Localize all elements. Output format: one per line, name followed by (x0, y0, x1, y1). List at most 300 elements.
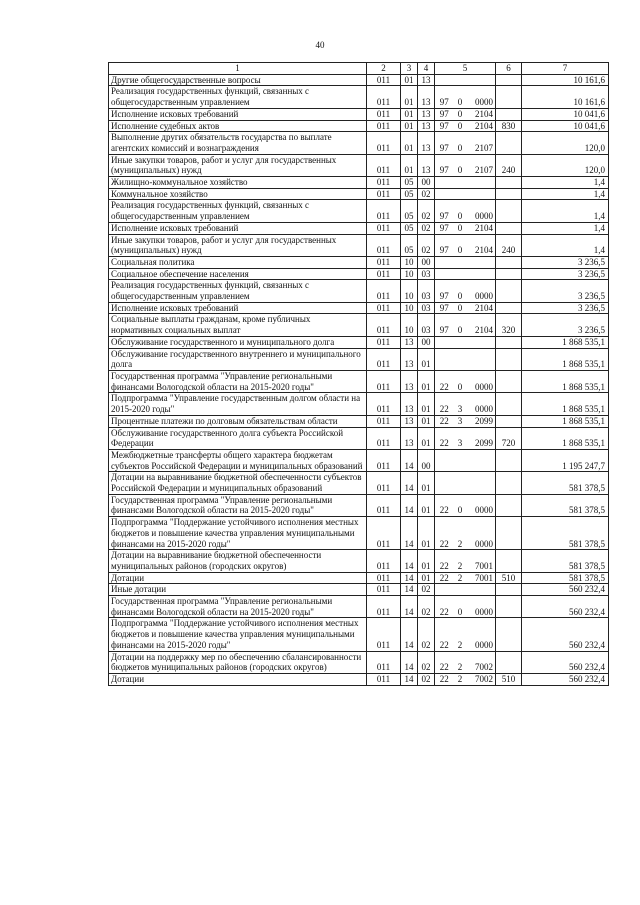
table-row (109, 415, 609, 427)
program-code-cell: 22 (435, 596, 454, 618)
subsection-code-cell: 01 (418, 348, 435, 370)
row-name-cell: Дотации (109, 673, 367, 685)
amount-cell: 3 236,5 (522, 280, 609, 302)
subsection-code-cell: 03 (418, 268, 435, 280)
expense-type-cell (496, 449, 522, 471)
table-row (109, 584, 609, 596)
direction-code-cell: 0000 (467, 280, 496, 302)
expense-type-cell (496, 280, 522, 302)
direction-code-cell (467, 188, 496, 200)
budget-table (108, 62, 609, 686)
subsection-code-cell: 00 (418, 177, 435, 189)
subprogram-code-cell: 0 (454, 596, 467, 618)
expense-type-cell (496, 618, 522, 651)
amount-cell: 1 868 535,1 (522, 393, 609, 415)
subprogram-code-cell (454, 348, 467, 370)
program-code-cell (435, 74, 454, 86)
subprogram-code-cell (454, 177, 467, 189)
section-code-cell: 05 (401, 188, 418, 200)
header-cell: 7 (522, 63, 609, 75)
program-code-cell (435, 336, 454, 348)
amount-cell: 3 236,5 (522, 302, 609, 314)
subsection-code-cell: 00 (418, 256, 435, 268)
admin-code-cell: 011 (367, 336, 401, 348)
admin-code-cell: 011 (367, 348, 401, 370)
amount-cell: 560 232,4 (522, 651, 609, 673)
admin-code-cell: 011 (367, 314, 401, 336)
subprogram-code-cell: 3 (454, 427, 467, 449)
section-code-cell: 14 (401, 550, 418, 572)
section-code-cell: 10 (401, 268, 418, 280)
expense-type-cell (496, 415, 522, 427)
admin-code-cell: 011 (367, 449, 401, 471)
table-row (109, 234, 609, 256)
table-row (109, 302, 609, 314)
expense-type-cell: 830 (496, 120, 522, 132)
subsection-code-cell: 13 (418, 154, 435, 176)
section-code-cell: 14 (401, 517, 418, 550)
program-code-cell (435, 188, 454, 200)
table-row (109, 449, 609, 471)
header-cell: 3 (401, 63, 418, 75)
section-code-cell: 10 (401, 314, 418, 336)
row-name-cell: Обслуживание государственного и муниципального долга (109, 336, 367, 348)
row-name-cell: Иные дотации (109, 584, 367, 596)
table-row (109, 280, 609, 302)
admin-code-cell: 011 (367, 472, 401, 494)
row-name-cell: Подпрограмма "Поддержание устойчивого исполнения местных бюджетов и повышение качества управления муниципальными финансами на 2015-2020 годы" (109, 618, 367, 651)
table-row (109, 393, 609, 415)
expense-type-cell: 240 (496, 154, 522, 176)
section-code-cell: 14 (401, 472, 418, 494)
amount-cell: 560 232,4 (522, 584, 609, 596)
direction-code-cell (467, 584, 496, 596)
section-code-cell: 05 (401, 200, 418, 222)
subprogram-code-cell: 2 (454, 550, 467, 572)
admin-code-cell: 011 (367, 302, 401, 314)
direction-code-cell: 2104 (467, 108, 496, 120)
table-row (109, 550, 609, 572)
subprogram-code-cell (454, 336, 467, 348)
subprogram-code-cell: 0 (454, 302, 467, 314)
direction-code-cell: 0000 (467, 596, 496, 618)
subsection-code-cell: 01 (418, 370, 435, 392)
section-code-cell: 01 (401, 154, 418, 176)
table-row (109, 200, 609, 222)
amount-cell: 560 232,4 (522, 618, 609, 651)
table-row (109, 86, 609, 108)
direction-code-cell (467, 449, 496, 471)
subprogram-code-cell: 2 (454, 517, 467, 550)
subprogram-code-cell (454, 188, 467, 200)
expense-type-cell (496, 494, 522, 516)
expense-type-cell: 320 (496, 314, 522, 336)
program-code-cell (435, 177, 454, 189)
program-code-cell: 97 (435, 132, 454, 154)
section-code-cell: 13 (401, 336, 418, 348)
admin-code-cell: 011 (367, 494, 401, 516)
amount-cell: 1 868 535,1 (522, 336, 609, 348)
amount-cell: 1 195 247,7 (522, 449, 609, 471)
table-row (109, 348, 609, 370)
table-row (109, 427, 609, 449)
table-row (109, 370, 609, 392)
expense-type-cell (496, 393, 522, 415)
program-code-cell (435, 268, 454, 280)
program-code-cell (435, 449, 454, 471)
subsection-code-cell: 01 (418, 572, 435, 584)
section-code-cell: 14 (401, 673, 418, 685)
admin-code-cell: 011 (367, 596, 401, 618)
amount-cell: 10 041,6 (522, 108, 609, 120)
admin-code-cell: 011 (367, 651, 401, 673)
admin-code-cell: 011 (367, 132, 401, 154)
admin-code-cell: 011 (367, 370, 401, 392)
row-name-cell: Подпрограмма "Управление государственным долгом области на 2015-2020 годы" (109, 393, 367, 415)
row-name-cell: Исполнение исковых требований (109, 108, 367, 120)
program-code-cell: 22 (435, 415, 454, 427)
expense-type-cell: 720 (496, 427, 522, 449)
subprogram-code-cell: 0 (454, 108, 467, 120)
table-row (109, 336, 609, 348)
section-code-cell: 14 (401, 449, 418, 471)
expense-type-cell (496, 74, 522, 86)
page-number: 40 (315, 40, 325, 50)
program-code-cell: 22 (435, 572, 454, 584)
subsection-code-cell: 01 (418, 415, 435, 427)
program-code-cell: 97 (435, 234, 454, 256)
direction-code-cell: 0000 (467, 517, 496, 550)
row-name-cell: Реализация государственных функций, связанных с общегосударственным управлением (109, 86, 367, 108)
row-name-cell: Иные закупки товаров, работ и услуг для государственных (муниципальных) нужд (109, 234, 367, 256)
expense-type-cell: 240 (496, 234, 522, 256)
program-code-cell: 22 (435, 550, 454, 572)
table-row (109, 572, 609, 584)
program-code-cell: 22 (435, 517, 454, 550)
section-code-cell: 14 (401, 596, 418, 618)
amount-cell: 1,4 (522, 234, 609, 256)
program-code-cell: 22 (435, 393, 454, 415)
program-code-cell: 97 (435, 120, 454, 132)
admin-code-cell: 011 (367, 86, 401, 108)
expense-type-cell (496, 86, 522, 108)
direction-code-cell: 2099 (467, 427, 496, 449)
header-row (109, 63, 609, 75)
row-name-cell: Государственная программа "Управление региональными финансами Вологодской области на 2015-2020 годы" (109, 370, 367, 392)
admin-code-cell: 011 (367, 154, 401, 176)
admin-code-cell: 011 (367, 415, 401, 427)
admin-code-cell: 011 (367, 222, 401, 234)
subsection-code-cell: 01 (418, 472, 435, 494)
expense-type-cell (496, 517, 522, 550)
subsection-code-cell: 03 (418, 280, 435, 302)
direction-code-cell: 7002 (467, 651, 496, 673)
table-row (109, 268, 609, 280)
subprogram-code-cell: 0 (454, 494, 467, 516)
row-name-cell: Иные закупки товаров, работ и услуг для государственных (муниципальных) нужд (109, 154, 367, 176)
direction-code-cell (467, 256, 496, 268)
subsection-code-cell: 02 (418, 200, 435, 222)
table-row (109, 517, 609, 550)
header-cell: 5 (435, 63, 496, 75)
row-name-cell: Государственная программа "Управление региональными финансами Вологодской области на 2015-2020 годы" (109, 494, 367, 516)
program-code-cell: 97 (435, 222, 454, 234)
admin-code-cell: 011 (367, 584, 401, 596)
row-name-cell: Жилищно-коммунальное хозяйство (109, 177, 367, 189)
expense-type-cell (496, 177, 522, 189)
section-code-cell: 13 (401, 393, 418, 415)
program-code-cell (435, 348, 454, 370)
expense-type-cell (496, 188, 522, 200)
direction-code-cell: 2104 (467, 314, 496, 336)
amount-cell: 581 378,5 (522, 572, 609, 584)
section-code-cell: 14 (401, 584, 418, 596)
table-row (109, 154, 609, 176)
direction-code-cell: 2104 (467, 120, 496, 132)
section-code-cell: 01 (401, 120, 418, 132)
subprogram-code-cell (454, 449, 467, 471)
row-name-cell: Государственная программа "Управление региональными финансами Вологодской области на 2015-2020 годы" (109, 596, 367, 618)
program-code-cell: 97 (435, 108, 454, 120)
admin-code-cell: 011 (367, 572, 401, 584)
row-name-cell: Социальное обеспечение населения (109, 268, 367, 280)
direction-code-cell: 7001 (467, 550, 496, 572)
table-row (109, 74, 609, 86)
expense-type-cell (496, 256, 522, 268)
subsection-code-cell: 02 (418, 673, 435, 685)
row-name-cell: Обслуживание государственного долга субъекта Российской Федерации (109, 427, 367, 449)
table-row (109, 673, 609, 685)
row-name-cell: Другие общегосударственные вопросы (109, 74, 367, 86)
amount-cell: 3 236,5 (522, 314, 609, 336)
row-name-cell: Подпрограмма "Поддержание устойчивого исполнения местных бюджетов и повышение качества управления муниципальными финансами на 2015-2020 годы" (109, 517, 367, 550)
amount-cell: 3 236,5 (522, 256, 609, 268)
row-name-cell: Коммунальное хозяйство (109, 188, 367, 200)
subprogram-code-cell: 2 (454, 572, 467, 584)
section-code-cell: 05 (401, 177, 418, 189)
direction-code-cell: 0000 (467, 393, 496, 415)
expense-type-cell (496, 550, 522, 572)
program-code-cell: 97 (435, 154, 454, 176)
expense-type-cell (496, 596, 522, 618)
header-cell: 1 (109, 63, 367, 75)
program-code-cell: 22 (435, 673, 454, 685)
table-row (109, 596, 609, 618)
expense-type-cell: 510 (496, 673, 522, 685)
row-name-cell: Межбюджетные трансферты общего характера бюджетам субъектов Российской Федерации и муниципальных образований (109, 449, 367, 471)
program-code-cell: 22 (435, 427, 454, 449)
row-name-cell: Социальная политика (109, 256, 367, 268)
admin-code-cell: 011 (367, 517, 401, 550)
section-code-cell: 01 (401, 132, 418, 154)
table-row (109, 188, 609, 200)
program-code-cell: 22 (435, 618, 454, 651)
expense-type-cell (496, 108, 522, 120)
subprogram-code-cell: 2 (454, 673, 467, 685)
admin-code-cell: 011 (367, 393, 401, 415)
table-row (109, 256, 609, 268)
amount-cell: 1,4 (522, 188, 609, 200)
subsection-code-cell: 02 (418, 222, 435, 234)
admin-code-cell: 011 (367, 618, 401, 651)
program-code-cell (435, 472, 454, 494)
direction-code-cell: 2107 (467, 154, 496, 176)
subprogram-code-cell (454, 256, 467, 268)
expense-type-cell (496, 651, 522, 673)
header-cell: 6 (496, 63, 522, 75)
expense-type-cell (496, 200, 522, 222)
admin-code-cell: 011 (367, 177, 401, 189)
direction-code-cell: 2104 (467, 222, 496, 234)
header-cell: 4 (418, 63, 435, 75)
subsection-code-cell: 02 (418, 234, 435, 256)
direction-code-cell: 0000 (467, 200, 496, 222)
amount-cell: 581 378,5 (522, 517, 609, 550)
amount-cell: 581 378,5 (522, 550, 609, 572)
row-name-cell: Обслуживание государственного внутреннего и муниципального долга (109, 348, 367, 370)
table-body (109, 74, 609, 685)
program-code-cell: 22 (435, 494, 454, 516)
expense-type-cell (496, 132, 522, 154)
row-name-cell: Выполнение других обязательств государства по выплате агентских комиссий и вознаграждения (109, 132, 367, 154)
admin-code-cell: 011 (367, 234, 401, 256)
admin-code-cell: 011 (367, 280, 401, 302)
admin-code-cell: 011 (367, 673, 401, 685)
subsection-code-cell: 13 (418, 108, 435, 120)
row-name-cell: Дотации на поддержку мер по обеспечению сбалансированности бюджетов муниципальных районов (городских округов) (109, 651, 367, 673)
subsection-code-cell: 00 (418, 449, 435, 471)
table-row (109, 120, 609, 132)
row-name-cell: Процентные платежи по долговым обязательствам области (109, 415, 367, 427)
admin-code-cell: 011 (367, 427, 401, 449)
program-code-cell: 97 (435, 314, 454, 336)
direction-code-cell (467, 336, 496, 348)
subprogram-code-cell: 0 (454, 86, 467, 108)
direction-code-cell: 2104 (467, 234, 496, 256)
table-row (109, 651, 609, 673)
section-code-cell: 13 (401, 415, 418, 427)
program-code-cell (435, 584, 454, 596)
amount-cell: 10 041,6 (522, 120, 609, 132)
row-name-cell: Реализация государственных функций, связанных с общегосударственным управлением (109, 280, 367, 302)
section-code-cell: 05 (401, 234, 418, 256)
program-code-cell: 22 (435, 370, 454, 392)
amount-cell: 3 236,5 (522, 268, 609, 280)
admin-code-cell: 011 (367, 550, 401, 572)
section-code-cell: 05 (401, 222, 418, 234)
direction-code-cell: 0000 (467, 86, 496, 108)
subsection-code-cell: 02 (418, 188, 435, 200)
subprogram-code-cell: 3 (454, 393, 467, 415)
subsection-code-cell: 01 (418, 550, 435, 572)
subsection-code-cell: 01 (418, 517, 435, 550)
expense-type-cell (496, 222, 522, 234)
subprogram-code-cell (454, 584, 467, 596)
section-code-cell: 13 (401, 370, 418, 392)
subprogram-code-cell: 2 (454, 651, 467, 673)
amount-cell: 1 868 535,1 (522, 348, 609, 370)
program-code-cell: 97 (435, 86, 454, 108)
row-name-cell: Дотации (109, 572, 367, 584)
subsection-code-cell: 01 (418, 393, 435, 415)
subsection-code-cell: 01 (418, 494, 435, 516)
amount-cell: 1 868 535,1 (522, 415, 609, 427)
subprogram-code-cell (454, 74, 467, 86)
amount-cell: 10 161,6 (522, 86, 609, 108)
direction-code-cell (467, 268, 496, 280)
amount-cell: 1,4 (522, 222, 609, 234)
expense-type-cell: 510 (496, 572, 522, 584)
amount-cell: 1 868 535,1 (522, 370, 609, 392)
amount-cell: 1 868 535,1 (522, 427, 609, 449)
program-code-cell: 97 (435, 302, 454, 314)
admin-code-cell: 011 (367, 256, 401, 268)
amount-cell: 10 161,6 (522, 74, 609, 86)
subsection-code-cell: 13 (418, 120, 435, 132)
direction-code-cell: 2104 (467, 302, 496, 314)
row-name-cell: Социальные выплаты гражданам, кроме публичных нормативных социальных выплат (109, 314, 367, 336)
table-row (109, 618, 609, 651)
amount-cell: 560 232,4 (522, 673, 609, 685)
row-name-cell: Исполнение исковых требований (109, 222, 367, 234)
subprogram-code-cell: 0 (454, 200, 467, 222)
row-name-cell: Дотации на выравнивание бюджетной обеспеченности муниципальных районов (городских округов) (109, 550, 367, 572)
subprogram-code-cell: 0 (454, 280, 467, 302)
section-code-cell: 10 (401, 256, 418, 268)
section-code-cell: 10 (401, 280, 418, 302)
table-row (109, 132, 609, 154)
amount-cell: 581 378,5 (522, 472, 609, 494)
direction-code-cell: 7002 (467, 673, 496, 685)
section-code-cell: 14 (401, 651, 418, 673)
amount-cell: 581 378,5 (522, 494, 609, 516)
expense-type-cell (496, 268, 522, 280)
subprogram-code-cell (454, 268, 467, 280)
expense-type-cell (496, 584, 522, 596)
expense-type-cell (496, 302, 522, 314)
amount-cell: 120,0 (522, 132, 609, 154)
table-row (109, 494, 609, 516)
section-code-cell: 10 (401, 302, 418, 314)
direction-code-cell (467, 348, 496, 370)
subsection-code-cell: 02 (418, 618, 435, 651)
subprogram-code-cell: 0 (454, 132, 467, 154)
subprogram-code-cell: 0 (454, 314, 467, 336)
expense-type-cell (496, 336, 522, 348)
section-code-cell: 13 (401, 348, 418, 370)
program-code-cell (435, 256, 454, 268)
expense-type-cell (496, 370, 522, 392)
row-name-cell: Исполнение судебных актов (109, 120, 367, 132)
direction-code-cell (467, 472, 496, 494)
subprogram-code-cell: 0 (454, 120, 467, 132)
row-name-cell: Дотации на выравнивание бюджетной обеспеченности субъектов Российской Федерации и муниципальных образований (109, 472, 367, 494)
subprogram-code-cell: 0 (454, 222, 467, 234)
table-row (109, 108, 609, 120)
amount-cell: 560 232,4 (522, 596, 609, 618)
section-code-cell: 14 (401, 618, 418, 651)
table-row (109, 314, 609, 336)
direction-code-cell: 7001 (467, 572, 496, 584)
subsection-code-cell: 03 (418, 302, 435, 314)
direction-code-cell: 2107 (467, 132, 496, 154)
section-code-cell: 01 (401, 108, 418, 120)
header-cell: 2 (367, 63, 401, 75)
section-code-cell: 13 (401, 427, 418, 449)
section-code-cell: 14 (401, 494, 418, 516)
subsection-code-cell: 01 (418, 427, 435, 449)
subsection-code-cell: 00 (418, 336, 435, 348)
